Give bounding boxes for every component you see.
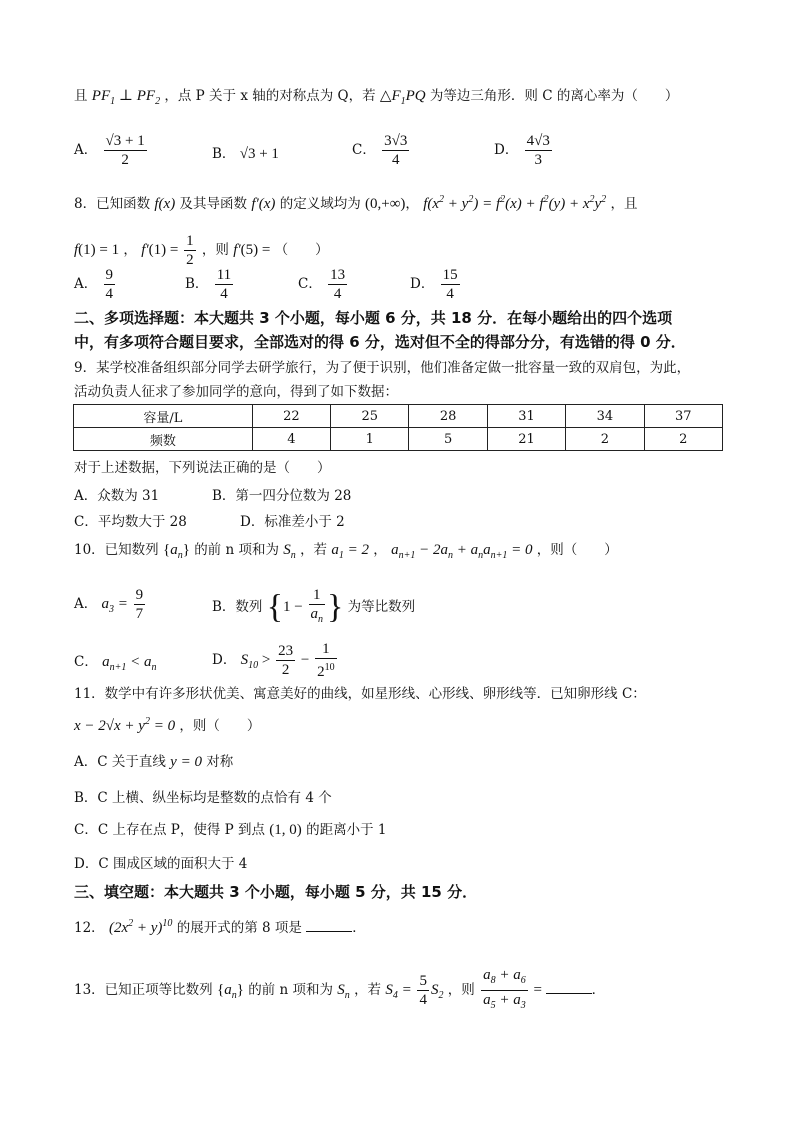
q13-text-d: ，则 (447, 982, 475, 998)
q7-triangle: $\triangle F_1PQ$ (379, 88, 426, 107)
q13-text-a: 13．已知正项等比数列 (74, 982, 213, 998)
q8-f1: f (74, 242, 79, 258)
q9-data-table (73, 404, 723, 451)
q8-line1: 8．已知函数 f(x) 及其导函数 f′(x) 的定义域均为 (0,+∞)， $f(x^2 + y^2) = f^2(x) + f^2(y) + x^2y^2$ ，且 (74, 194, 638, 212)
table-cell: 1 (331, 428, 409, 451)
q12-answer-blank[interactable] (306, 917, 352, 932)
q10-option-b-tail: 为等比数列 (347, 598, 416, 615)
q11-option-d: D．C 围成区域的面积大于 4 (74, 856, 248, 872)
q8-functional-equation: $f(x^2 + y^2) = f^2(x) + f^2(y) + x^2y^2$ (423, 194, 607, 212)
q7-option-b-label: B． (212, 146, 236, 162)
q8-option-a (74, 266, 117, 303)
q7-option-a (74, 132, 149, 169)
q10-option-a-label: A． (74, 596, 98, 612)
q11-option-c-point: (1, 0) (269, 822, 302, 838)
q8-option-c-value: $\frac{13}{4}$ (330, 267, 346, 302)
q10-a1: $a_1 = 2$ (331, 542, 369, 561)
q9-question: 对于上述数据，下列说法正确的是（ ） (74, 460, 331, 476)
q11-line2-tail: ，则（ ） (179, 718, 261, 734)
q7-option-d-label: D． (494, 142, 519, 158)
q8-option-c (298, 266, 349, 303)
table-cell: 5 (409, 428, 487, 451)
q11-option-a (74, 752, 233, 772)
table-cell: 2 (566, 428, 644, 451)
q7-text-c: 为等边三角形．则 C 的离心率为（ ） (429, 88, 679, 104)
q10-text-d: ， (373, 542, 387, 558)
q8-f1-tail: (1) = 1 (78, 242, 120, 258)
q13-ratio: $\frac{a_8 + a_6}{a_5 + a_3}$ (483, 967, 526, 1011)
q10-option-a (74, 586, 147, 623)
section3-heading: 三、填空题：本大题共 3 个小题，每小题 5 分，共 15 分． (74, 883, 478, 901)
table-row-label: 容量/L (74, 405, 253, 428)
q7-option-d (494, 132, 554, 169)
q7-option-a-value: $\frac{√3 + 1}{2}$ (105, 133, 145, 168)
q8-text-b: 及其导函数 (179, 196, 248, 212)
q10-option-d-frac2: $\frac{1}{2^{10}}$ (317, 641, 335, 680)
q10-option-c-label: C． (74, 654, 98, 670)
section2-heading-line2: 中，有多项符合题目要求，全部选对的得 6 分，选对但不全的得部分分，有选错的得 0 分． (74, 333, 686, 351)
table-cell: 2 (644, 428, 722, 451)
q10-option-d-expr: $S_{10}$ (240, 652, 259, 671)
q10-text-a: 10．已知数列 (74, 542, 159, 558)
q11-option-b: B．C 上横、纵坐标均是整数的点恰有 4 个 (74, 790, 332, 806)
q8-fprime1: f′ (141, 242, 149, 258)
q11-line1: 11．数学中有许多形状优美、寓意美好的曲线，如星形线、心形线、卵形线等．已知卵形线 C： (74, 686, 646, 702)
q9-option-a: A．众数为 31 (74, 488, 160, 504)
q8-text-a: 8．已知函数 (74, 196, 151, 212)
q13-line: 13．已知正项等比数列 $\{a_n\}$ 的前 n 项和为 $S_n$ ，若 $S_4$ = $\frac{5}{4}$ $S_2$ ，则 $\frac{a_8 + a_6}{a_5 + a_3}$ = ． (74, 966, 605, 1015)
table-cell: 4 (252, 428, 330, 451)
q8-domain: (0,+∞) (365, 196, 406, 212)
q8-fprime-x: f′(x) (251, 196, 276, 212)
table-row (74, 405, 723, 428)
q8-fprime5-tail: (5) = (240, 242, 271, 258)
q7-option-a-label: A． (74, 142, 98, 158)
table-cell: 22 (252, 405, 330, 428)
q8-option-b-value: $\frac{11}{4}$ (216, 267, 232, 302)
q10-option-a-frac: $\frac{9}{7}$ (135, 587, 144, 622)
q12-text: 的展开式的第 8 项是 (176, 920, 302, 936)
q8-text-d: ，且 (610, 196, 638, 212)
q11-option-c (74, 820, 386, 840)
q10-recurrence: $a_{n+1} - 2a_n + a_na_{n+1} = 0$ (391, 542, 533, 561)
q10-seq: $\{a_n\}$ (162, 542, 190, 561)
table-row (74, 428, 723, 451)
table-cell: 21 (487, 428, 565, 451)
q9-option-b: B．第一四分位数为 28 (212, 488, 352, 504)
q8-option-d-label: D． (410, 276, 435, 292)
table-cell: 25 (331, 405, 409, 428)
table-row-label: 频数 (74, 428, 253, 451)
q8-fprime1-tail: (1) = (148, 242, 183, 258)
q11-option-c-text1: C．C 上存在点 P，使得 P 到点 (74, 822, 265, 838)
q10-option-d: D． $S_{10}$ > $\frac{23}{2}$ − $\frac{1}{2^{10}}$ (212, 641, 335, 680)
q9-line1: 9．某学校准备组织部分同学去研学旅行，为了便于识别，他们准备定做一批容量一致的双肩包，为此， (74, 360, 691, 376)
q13-seq: $\{a_n\}$ (216, 982, 244, 1001)
q8-option-d (410, 266, 462, 303)
q8-line2-sep: ， (123, 242, 137, 258)
table-cell: 37 (644, 405, 722, 428)
q7-option-b (212, 142, 279, 163)
q8-option-a-label: A． (74, 276, 98, 292)
q7-option-c-label: C． (352, 142, 376, 158)
q8-option-d-value: $\frac{15}{4}$ (442, 267, 458, 302)
q10-Sn: $S_n$ (283, 542, 296, 561)
q7-perp-formula: $PF_1$ ⊥ $PF_2$ (91, 88, 161, 107)
q12-line: 12． $(2x^2 + y)^{10}$ 的展开式的第 8 项是 ． (74, 918, 366, 936)
q7-option-c (352, 132, 411, 169)
q8-half: $\frac{1}{2}$ (186, 233, 194, 268)
q10-option-b-expr: {1 − $\frac{1}{a_n}$ } (266, 587, 344, 626)
q12-number: 12． (74, 920, 105, 936)
q10-text-b: 的前 n 项和为 (194, 542, 279, 558)
q8-line2-then: ，则 (201, 242, 229, 258)
q13-text-b: 的前 n 项和为 (248, 982, 333, 998)
q9-option-c: C．平均数大于 28 (74, 514, 187, 530)
q13-Sn: $S_n$ (337, 982, 350, 1001)
q13-text-c: ，若 (354, 982, 382, 998)
q8-option-b (185, 266, 235, 303)
q7-text-a: 且 (74, 88, 88, 104)
q8-option-b-label: B． (185, 276, 209, 292)
q8-line2-paren: （ ） (274, 242, 329, 258)
q13-frac-5-4: $\frac{5}{4}$ (419, 973, 427, 1008)
q8-fprime5: f′ (233, 242, 241, 258)
q8-text-c: 的定义域均为 (279, 196, 361, 212)
q11-option-a-text1: A．C 关于直线 (74, 754, 166, 770)
q9-option-d: D．标准差小于 2 (240, 514, 345, 530)
q11-option-a-text2: 对称 (206, 754, 234, 770)
q13-condition: $S_4$ = (385, 982, 416, 1001)
q7-continuation (74, 86, 678, 112)
table-cell: 28 (409, 405, 487, 428)
q12-expr: $(2x^2 + y)^{10}$ (108, 918, 173, 936)
q7-option-c-value: $\frac{3√3}{4}$ (384, 133, 408, 168)
q10-option-b-label: B．数列 (212, 598, 263, 615)
q7-option-d-value: $\frac{4√3}{3}$ (526, 133, 550, 168)
q8-line2 (74, 232, 329, 269)
q11-equation: $x - 2√x + y^2 = 0$ (74, 716, 176, 734)
q11-option-a-expr: y = 0 (170, 754, 202, 770)
q10-text-c: ，若 (300, 542, 328, 558)
q8-option-a-value: $\frac{9}{4}$ (105, 267, 114, 302)
table-cell: 34 (566, 405, 644, 428)
q10-option-d-frac1: $\frac{23}{2}$ (278, 643, 294, 678)
table-cell: 31 (487, 405, 565, 428)
q10-option-d-label: D． (212, 652, 237, 668)
q9-line2: 活动负责人征求了参加同学的意向，得到了如下数据： (74, 384, 398, 400)
q13-answer-blank[interactable] (546, 979, 592, 994)
q10-option-a-expr: $a_3$ = (101, 596, 132, 615)
q7-option-b-value: √3 + 1 (239, 146, 279, 162)
section2-heading-line1: 二、多项选择题：本大题共 3 个小题，每小题 6 分，共 18 分．在每小题给出的四个选项 (74, 309, 673, 327)
q8-option-c-label: C． (298, 276, 322, 292)
q10-text-e: ，则（ ） (536, 542, 618, 558)
q8-fx: f(x) (154, 196, 176, 212)
q11-option-c-text2: 的距离小于 1 (306, 822, 387, 838)
q7-text-b: ，点 P 关于 x 轴的对称点为 Q，若 (164, 88, 376, 104)
q10-option-b (212, 586, 415, 629)
q10-option-c-expr: $a_{n+1} < a_n$ (102, 654, 157, 673)
q10-line1 (74, 540, 618, 566)
q10-option-c (74, 650, 157, 673)
q11-line2 (74, 712, 260, 736)
